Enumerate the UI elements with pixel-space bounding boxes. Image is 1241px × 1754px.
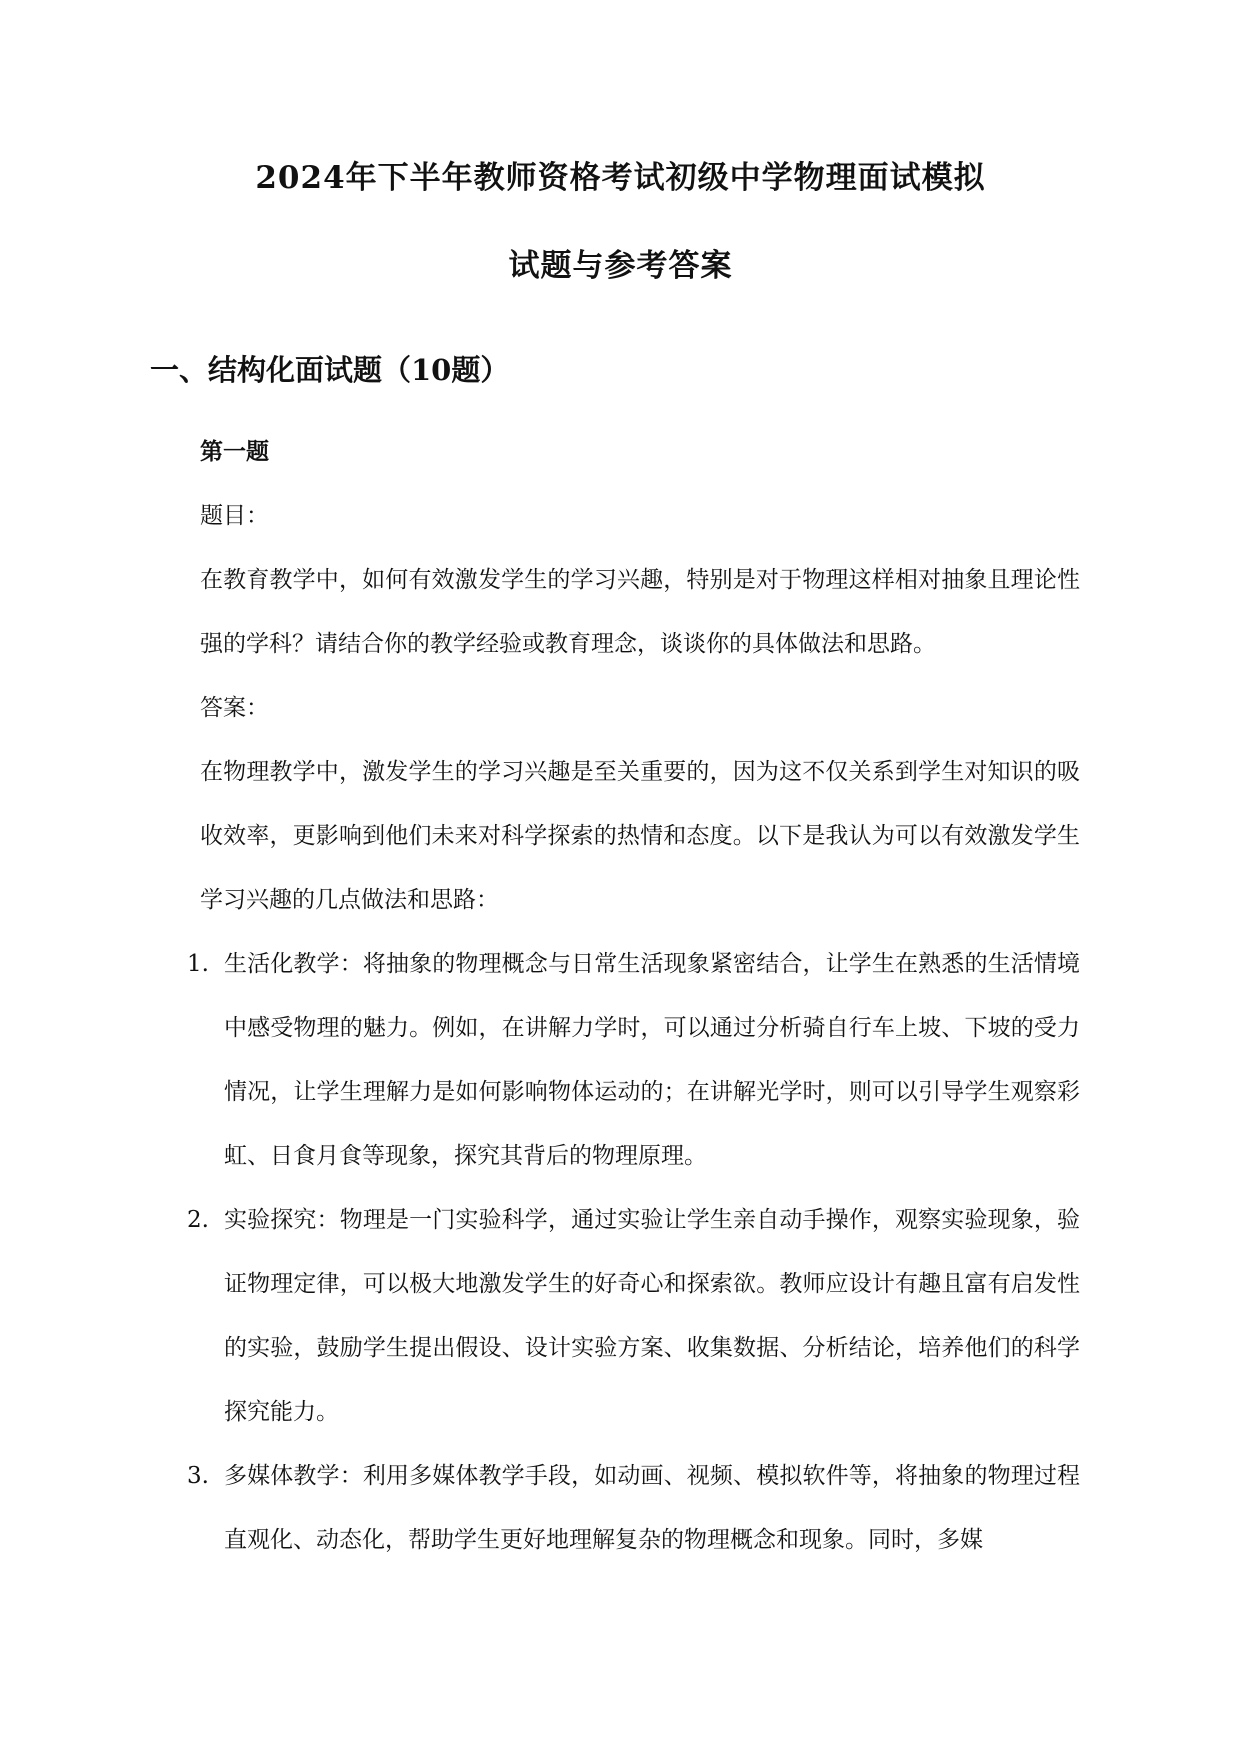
answer-list <box>0 932 1241 1572</box>
list-item <box>0 1444 1241 1572</box>
list-item <box>0 1188 1241 1444</box>
list-item-text: 多媒体教学：利用多媒体教学手段，如动画、视频、模拟软件等，将抽象的物理过程直观化、动态化，帮助学生更好地理解复杂的物理概念和现象。同时，多媒 <box>224 1463 1080 1553</box>
document-title-line-1: 2024年下半年教师资格考试初级中学物理面试模拟 <box>255 160 986 196</box>
list-item-number: 1. <box>187 951 209 977</box>
list-item-number: 3. <box>187 1463 209 1489</box>
question-heading: 第一题 <box>200 438 269 465</box>
document-title-line-2: 试题与参考答案 <box>508 248 733 284</box>
list-item-text: 实验探究：物理是一门实验科学，通过实验让学生亲自动手操作，观察实验现象，验证物理定律，可以极大地激发学生的好奇心和探索欲。教师应设计有趣且富有启发性的实验，鼓励学生提出假设、设计实验方案、收集数据、分析结论，培养他们的科学探究能力。 <box>224 1207 1080 1425</box>
list-item-number: 2. <box>187 1207 209 1233</box>
answer-label: 答案： <box>200 695 269 721</box>
section-heading: 一、结构化面试题（10题） <box>150 353 510 387</box>
list-item <box>0 932 1241 1188</box>
list-item-text: 生活化教学：将抽象的物理概念与日常生活现象紧密结合，让学生在熟悉的生活情境中感受物理的魅力。例如，在讲解力学时，可以通过分析骑自行车上坡、下坡的受力情况，让学生理解力是如何影响物体运动的；在讲解光学时，则可以引导学生观察彩虹、日食月食等现象，探究其背后的物理原理。 <box>224 951 1080 1169</box>
answer-intro: 在物理教学中，激发学生的学习兴趣是至关重要的，因为这不仅关系到学生对知识的吸收效率，更影响到他们未来对科学探索的热情和态度。以下是我认为可以有效激发学生学习兴趣的几点做法和思路： <box>200 759 1080 913</box>
question-label: 题目： <box>200 503 269 529</box>
question-text: 在教育教学中，如何有效激发学生的学习兴趣，特别是对于物理这样相对抽象且理论性强的学科？请结合你的教学经验或教育理念，谈谈你的具体做法和思路。 <box>200 567 1080 657</box>
